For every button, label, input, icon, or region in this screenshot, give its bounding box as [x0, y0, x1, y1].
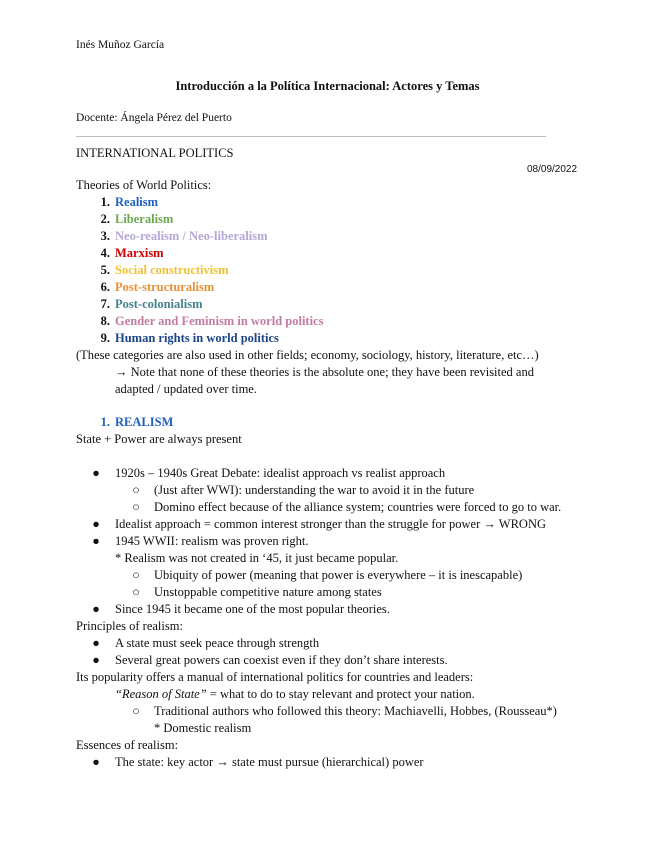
bullet-item: ● 1945 WWII: realism was proven right.	[92, 534, 309, 548]
realism-popular-note: * Realism was not created in ‘45, it just became popular.	[115, 551, 399, 565]
theory-item: 6. Post-structuralism	[100, 280, 215, 294]
bullet-item: ● Idealist approach = common interest stronger than the struggle for power → WRONG	[92, 517, 547, 531]
realism-summary: State + Power are always present	[76, 432, 242, 446]
bullet-icon: ●	[92, 755, 100, 769]
categories-note: (These categories are also used in other fields; economy, sociology, history, literature, etc…)	[76, 348, 539, 362]
teacher-line: Docente: Ángela Pérez del Puerto	[76, 112, 232, 124]
sub-bullet-item: ○ Ubiquity of power (meaning that power is everywhere – it is inescapable)	[132, 568, 523, 582]
theory-item: 7. Post-colonialism	[100, 297, 203, 311]
bullet-icon: ●	[92, 534, 100, 548]
arrow-note-line-2: adapted / updated over time.	[115, 382, 257, 396]
circle-bullet-icon: ○	[132, 500, 140, 514]
theory-item: 5. Social constructivism	[100, 263, 229, 277]
principles-heading: Principles of realism:	[76, 619, 183, 633]
bullet-item: ● The state: key actor → state must pursue (hierarchical) power	[92, 755, 424, 769]
bullet-icon: ●	[92, 517, 100, 531]
essences-heading: Essences of realism:	[76, 738, 179, 752]
theory-item: 8. Gender and Feminism in world politics	[100, 314, 324, 328]
bullet-icon: ●	[92, 636, 100, 650]
circle-bullet-icon: ○	[132, 704, 140, 718]
sub-bullet-item: ○ Domino effect because of the alliance system; countries were forced to go to war.	[132, 500, 562, 514]
circle-bullet-icon: ○	[132, 483, 140, 497]
domestic-realism-note: * Domestic realism	[154, 721, 252, 735]
theory-item: 4. Marxism	[100, 246, 164, 260]
theory-item: 9. Human rights in world politics	[100, 331, 279, 345]
reason-of-state-line: “Reason of State” = what to do to stay relevant and protect your nation.	[115, 687, 475, 701]
section-heading: INTERNATIONAL POLITICS	[76, 146, 234, 160]
bullet-item: ● A state must seek peace through strength	[92, 636, 320, 650]
arrow-note-line-1: → Note that none of these theories is the absolute one; they have been revisited and	[115, 365, 534, 379]
sub-bullet-item: ○ Unstoppable competitive nature among states	[132, 585, 382, 599]
bullet-icon: ●	[92, 602, 100, 616]
bullet-item: ● 1920s – 1940s Great Debate: idealist approach vs realist approach	[92, 466, 446, 480]
sub-bullet-item: ○ (Just after WWI): understanding the war to avoid it in the future	[132, 483, 475, 497]
realism-heading: 1. REALISM	[100, 415, 174, 429]
theories-intro: Theories of World Politics:	[76, 178, 212, 192]
theory-item: 2. Liberalism	[100, 212, 174, 226]
document-title: Introducción a la Política Internacional: Actores y Temas	[175, 79, 480, 93]
bullet-item: ● Several great powers can coexist even if they don’t share interests.	[92, 653, 448, 667]
bullet-icon: ●	[92, 653, 100, 667]
bullet-icon: ●	[92, 466, 100, 480]
date-label: 08/09/2022	[527, 164, 578, 175]
horizontal-divider	[76, 136, 546, 137]
theory-item: 3. Neo-realism / Neo-liberalism	[100, 229, 268, 243]
sub-bullet-item: ○ Traditional authors who followed this theory: Machiavelli, Hobbes, (Rousseau*)	[132, 704, 557, 718]
author-name: Inés Muñoz García	[76, 39, 165, 51]
bullet-item: ● Since 1945 it became one of the most popular theories.	[92, 602, 390, 616]
circle-bullet-icon: ○	[132, 585, 140, 599]
theory-item: 1. Realism	[100, 195, 159, 209]
popularity-line: Its popularity offers a manual of international politics for countries and leaders:	[76, 670, 474, 684]
circle-bullet-icon: ○	[132, 568, 140, 582]
